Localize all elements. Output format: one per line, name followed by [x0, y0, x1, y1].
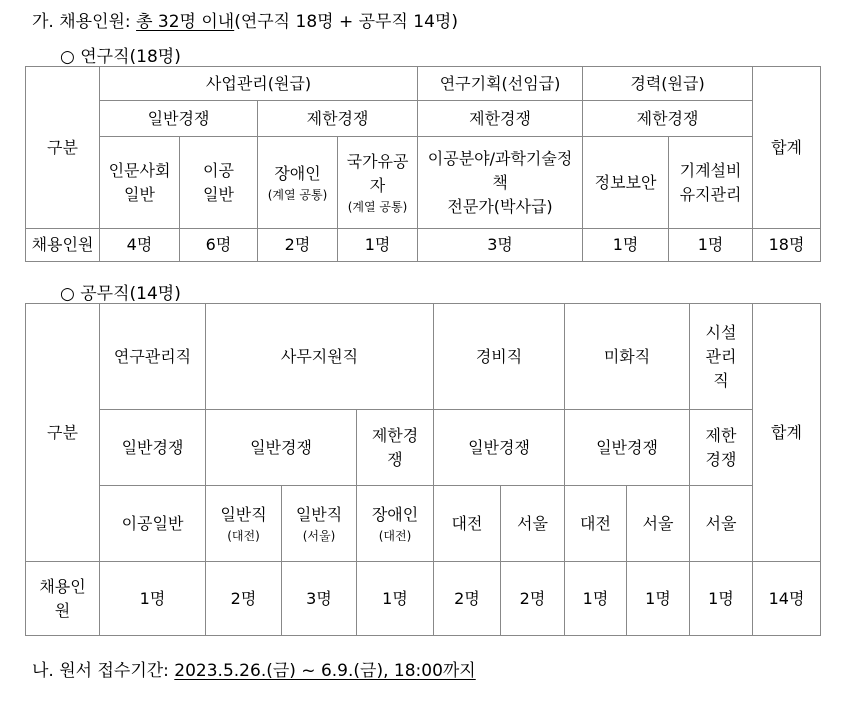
staff-job-office-support: 사무지원직 — [206, 304, 434, 410]
staff-role: 일반직 (대전) — [206, 486, 282, 562]
research-count: 1명 — [583, 229, 669, 262]
period-prefix: 나. 원서 접수기간: — [32, 661, 175, 681]
research-count: 3명 — [418, 229, 583, 262]
staff-count-total: 14명 — [753, 562, 821, 636]
staff-job-cleaning: 미화직 — [565, 304, 690, 410]
staff-comp-general: 일반경쟁 — [565, 410, 690, 486]
staff-comp-general: 일반경쟁 — [434, 410, 565, 486]
staff-gubun-header: 구분 — [26, 304, 100, 562]
staff-count: 1명 — [357, 562, 434, 636]
staff-total-header: 합계 — [753, 304, 821, 562]
staff-role: 대전 — [434, 486, 501, 562]
research-comp-limited-3: 제한경쟁 — [583, 101, 753, 137]
staff-count: 2명 — [206, 562, 282, 636]
staff-count: 1명 — [627, 562, 690, 636]
research-section-label: ○ 연구직(18명) — [60, 47, 181, 67]
recruit-detail: (연구직 18명 + 공무직 14명) — [234, 12, 458, 32]
period-value: 2023.5.26.(금) ~ 6.9.(금), 18:00까지 — [174, 661, 476, 681]
research-comp-limited-1: 제한경쟁 — [258, 101, 418, 137]
staff-comp-general: 일반경쟁 — [100, 410, 206, 486]
research-count: 2명 — [258, 229, 338, 262]
application-period-line — [32, 656, 476, 681]
research-role-veteran: 국가유공 자 (계열 공통) — [338, 137, 418, 229]
research-role-policy-expert: 이공분야/과학기술정 책 전문가(박사급) — [418, 137, 583, 229]
research-count: 1명 — [669, 229, 753, 262]
research-count-total: 18명 — [753, 229, 821, 262]
staff-count: 1명 — [565, 562, 627, 636]
staff-comp-limited: 제한경 쟁 — [357, 410, 434, 486]
recruit-total: 총 32명 이내 — [136, 12, 235, 32]
staff-count: 1명 — [100, 562, 206, 636]
research-role-humanities: 인문사회 일반 — [100, 137, 180, 229]
research-count: 4명 — [100, 229, 180, 262]
research-group-career: 경력(원급) — [583, 67, 753, 101]
staff-role: 이공일반 — [100, 486, 206, 562]
research-comp-general: 일반경쟁 — [100, 101, 258, 137]
research-comp-limited-2: 제한경쟁 — [418, 101, 583, 137]
research-count: 6명 — [180, 229, 258, 262]
staff-role: 장애인 (대전) — [357, 486, 434, 562]
staff-job-research-admin: 연구관리직 — [100, 304, 206, 410]
staff-table — [25, 303, 821, 636]
staff-hire-label: 채용인 원 — [26, 562, 100, 636]
research-role-facility: 기계설비 유지관리 — [669, 137, 753, 229]
staff-role: 일반직 (서울) — [282, 486, 357, 562]
staff-count: 1명 — [690, 562, 753, 636]
research-gubun-header: 구분 — [26, 67, 100, 229]
research-total-header: 합계 — [753, 67, 821, 229]
staff-role: 서울 — [690, 486, 753, 562]
staff-role: 서울 — [501, 486, 565, 562]
research-count: 1명 — [338, 229, 418, 262]
staff-count: 3명 — [282, 562, 357, 636]
research-role-disabled: 장애인 (계열 공통) — [258, 137, 338, 229]
staff-job-security-guard: 경비직 — [434, 304, 565, 410]
research-role-science: 이공 일반 — [180, 137, 258, 229]
research-group-planning: 연구기획(선임급) — [418, 67, 583, 101]
staff-comp-limited: 제한 경쟁 — [690, 410, 753, 486]
research-hire-label: 채용인원 — [26, 229, 100, 262]
research-role-security: 정보보안 — [583, 137, 669, 229]
staff-role: 대전 — [565, 486, 627, 562]
staff-job-facility: 시설 관리 직 — [690, 304, 753, 410]
staff-count: 2명 — [434, 562, 501, 636]
staff-role: 서울 — [627, 486, 690, 562]
staff-comp-general: 일반경쟁 — [206, 410, 357, 486]
recruit-count-line — [32, 7, 458, 32]
staff-section-label: ○ 공무직(14명) — [60, 284, 181, 304]
staff-count: 2명 — [501, 562, 565, 636]
research-table — [25, 66, 821, 262]
recruit-prefix: 가. 채용인원: — [32, 12, 137, 32]
research-group-business: 사업관리(원급) — [100, 67, 418, 101]
